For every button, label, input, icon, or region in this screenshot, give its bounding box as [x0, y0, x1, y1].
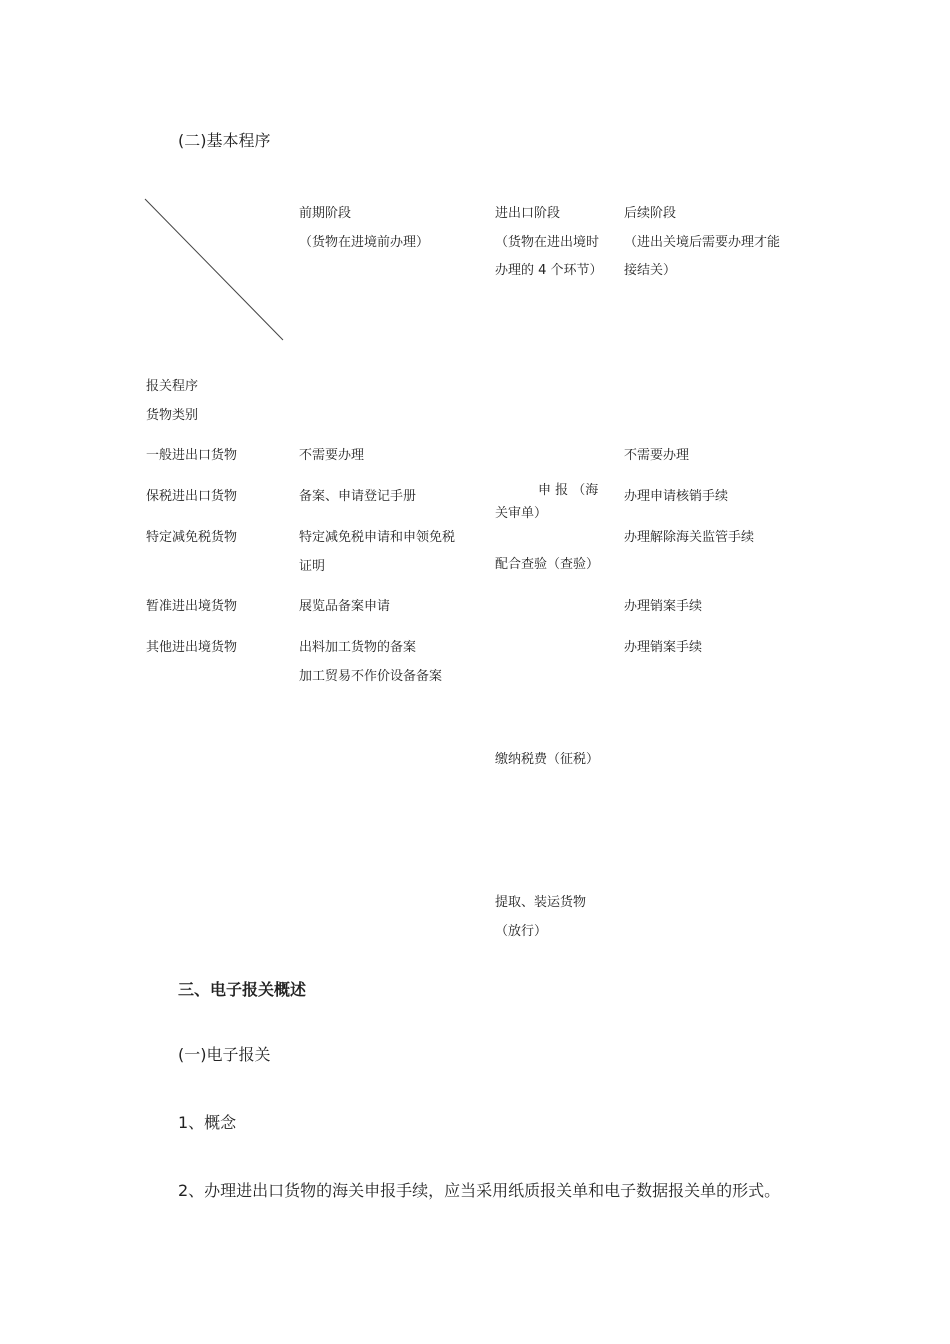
item-declaration: 2、办理进出口货物的海关申报手续，应当采用纸质报关单和电子数据报关单的形式。 [178, 1181, 781, 1200]
section-one-heading: (一)电子报关 [178, 1045, 271, 1064]
row-category: 暂准进出境货物 [146, 599, 238, 614]
row-category: 特定减免税货物 [146, 530, 238, 545]
row-pre: 出料加工货物的备案 [299, 640, 417, 655]
row-category: 保税进出口货物 [146, 489, 238, 504]
row-category: 一般进出口货物 [146, 448, 238, 463]
io-step-declare-2: 关审单） [495, 506, 548, 521]
row-pre: 证明 [299, 559, 326, 574]
row-pre: 展览品备案申请 [299, 599, 391, 614]
row-pre: 备案、申请登记手册 [299, 489, 417, 504]
io-step-declare-1: 申 报 （海 [538, 483, 599, 498]
item-concept: 1、概念 [178, 1113, 237, 1132]
table-corner-diagonal [140, 195, 290, 345]
header-post-sub-1: （进出关境后需要办理才能 [624, 235, 781, 250]
row-post: 办理销案手续 [624, 640, 703, 655]
row-category: 其他进出境货物 [146, 640, 238, 655]
row-post: 办理解除海关监管手续 [624, 530, 755, 545]
section-three-heading: 三、电子报关概述 [178, 980, 307, 999]
header-pre-title: 前期阶段 [299, 206, 352, 221]
section-basic-procedure: (二)基本程序 [178, 131, 271, 150]
row-post: 办理销案手续 [624, 599, 703, 614]
header-io-sub-2: 办理的 4 个环节） [495, 263, 603, 278]
io-step-release-2: （放行） [495, 924, 548, 939]
io-step-inspect: 配合查验（查验） [495, 557, 600, 572]
io-step-tax: 缴纳税费（征税） [495, 752, 600, 767]
row-pre: 特定减免税申请和申领免税 [299, 530, 456, 545]
header-io-title: 进出口阶段 [495, 206, 561, 221]
header-post-sub-2: 接结关） [624, 263, 677, 278]
corner-row-label: 报关程序 [146, 379, 199, 394]
row-pre: 加工贸易不作价设备备案 [299, 669, 443, 684]
row-post: 不需要办理 [624, 448, 690, 463]
header-io-sub-1: （货物在进出境时 [495, 235, 600, 250]
corner-col-label: 货物类别 [146, 408, 199, 423]
io-step-release-1: 提取、装运货物 [495, 895, 587, 910]
row-post: 办理申请核销手续 [624, 489, 729, 504]
row-pre: 不需要办理 [299, 448, 365, 463]
header-pre-sub: （货物在进境前办理） [299, 235, 430, 250]
header-post-title: 后续阶段 [624, 206, 677, 221]
